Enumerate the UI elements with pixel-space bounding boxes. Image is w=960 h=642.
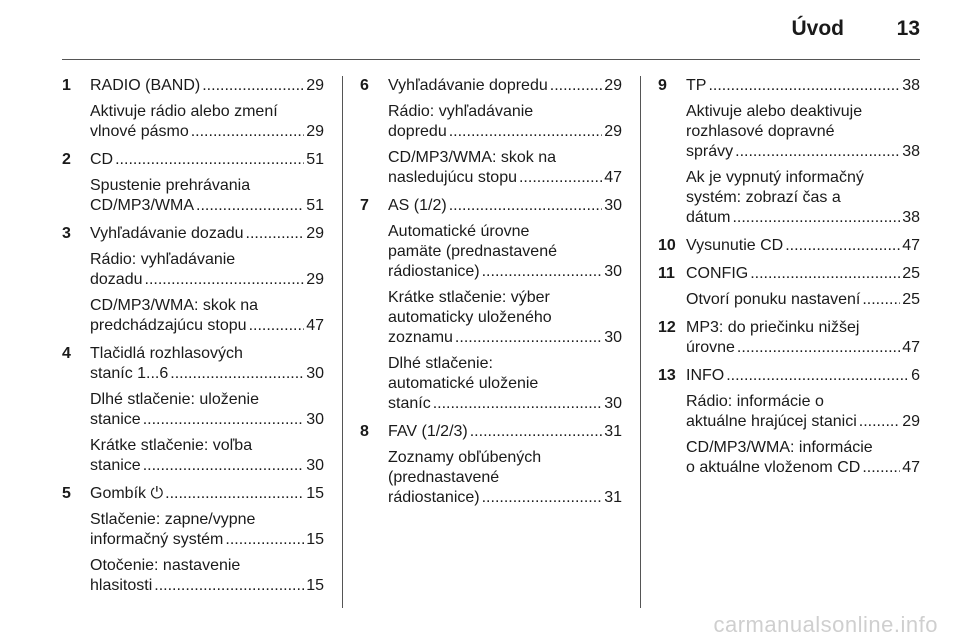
page-reference-link[interactable]: 29 xyxy=(604,77,622,94)
entry-text: AS (1/2) xyxy=(388,197,447,214)
leader-row xyxy=(686,208,920,228)
dot-leader xyxy=(455,328,602,348)
leader-row xyxy=(686,76,920,96)
page-reference-link[interactable]: 31 xyxy=(604,489,622,506)
dot-leader xyxy=(433,394,603,414)
entry-text: Aktivuje rádio alebo zmení xyxy=(90,103,278,120)
page-reference-link[interactable]: 30 xyxy=(604,395,622,412)
page-title: Úvod xyxy=(791,17,844,40)
entry-text: Spustenie prehrávania xyxy=(90,177,251,194)
leader-row xyxy=(686,142,920,162)
entry-text: RADIO (BAND) xyxy=(90,77,201,94)
entry-text: TP xyxy=(686,77,707,94)
index-entry xyxy=(62,150,324,216)
entry-text: staníc xyxy=(388,395,431,412)
page-reference-link[interactable]: 30 xyxy=(306,411,324,428)
entry-text: rozhlasové dopravné xyxy=(686,123,835,140)
dot-leader xyxy=(708,76,900,96)
entry-line xyxy=(90,390,324,430)
leader-row xyxy=(90,150,324,170)
leader-row xyxy=(90,270,324,290)
leader-row xyxy=(90,456,324,476)
page-reference-link[interactable]: 47 xyxy=(902,459,920,476)
leader-row xyxy=(388,168,622,188)
entry-line xyxy=(388,354,622,414)
watermark: carmanualsonline.info xyxy=(713,612,938,637)
entry-text: zoznamu xyxy=(388,329,453,346)
entry-line xyxy=(388,148,622,188)
leader-row xyxy=(90,364,324,384)
entry-text: správy xyxy=(686,143,734,160)
dot-leader xyxy=(449,122,602,142)
entry-text: Rádio: vyhľadávanie xyxy=(388,103,534,120)
index-entry xyxy=(360,76,622,188)
entry-line xyxy=(388,448,622,508)
leader-row xyxy=(90,576,324,596)
entry-text: Ak je vypnutý informačný xyxy=(686,169,864,186)
entry-number: 4 xyxy=(62,345,71,362)
dot-leader xyxy=(170,364,304,384)
entry-text: o aktuálne vloženom CD xyxy=(686,459,861,476)
leader-row xyxy=(388,122,622,142)
entry-text: nasledujúcu stopu xyxy=(388,169,517,186)
dot-leader xyxy=(519,168,602,188)
entry-line xyxy=(686,366,920,386)
page-reference-link[interactable]: 47 xyxy=(902,237,920,254)
entry-text: Otvorí ponuku nastavení xyxy=(686,291,861,308)
entry-text: rádiostanice) xyxy=(388,263,480,280)
leader-row xyxy=(388,328,622,348)
entry-text: INFO xyxy=(686,367,725,384)
entry-text: rádiostanice) xyxy=(388,489,480,506)
entry-text: Vysunutie CD xyxy=(686,237,784,254)
entry-text: Stlačenie: zapne/vypne xyxy=(90,511,256,528)
leader-row xyxy=(686,338,920,358)
page-reference-link[interactable]: 25 xyxy=(902,265,920,282)
page-header xyxy=(0,0,960,60)
page-reference-link[interactable]: 29 xyxy=(306,77,324,94)
entry-text: Tlačidlá rozhlasových xyxy=(90,345,243,362)
entry-text: vlnové pásmo xyxy=(90,123,189,140)
entry-text: dozadu xyxy=(90,271,143,288)
entry-number: 6 xyxy=(360,77,369,94)
dot-leader xyxy=(482,488,603,508)
entry-text: informačný systém xyxy=(90,531,224,548)
entry-text: dátum xyxy=(686,209,731,226)
page-number: 13 xyxy=(896,17,920,40)
leader-row xyxy=(388,76,622,96)
dot-leader xyxy=(862,458,900,478)
page-reference-link[interactable]: 15 xyxy=(306,531,324,548)
dot-leader xyxy=(785,236,900,256)
dot-leader xyxy=(470,422,602,442)
page-reference-link[interactable]: 29 xyxy=(306,123,324,140)
index-entry xyxy=(658,76,920,228)
entry-line xyxy=(388,76,622,96)
dot-leader xyxy=(859,412,900,432)
entry-line xyxy=(90,102,324,142)
entry-text: Vyhľadávanie dozadu xyxy=(90,225,244,242)
entry-text: Otočenie: nastavenie xyxy=(90,557,241,574)
leader-row xyxy=(686,236,920,256)
leader-row xyxy=(388,394,622,414)
entry-text: CD/MP3/WMA: skok na xyxy=(90,297,259,314)
page-reference-link[interactable]: 30 xyxy=(604,329,622,346)
entry-text: systém: zobrazí čas a xyxy=(686,189,841,206)
entry-text: Gombík ⏻ xyxy=(90,485,164,502)
page-reference-link[interactable]: 47 xyxy=(902,339,920,356)
entry-text: hlasitosti xyxy=(90,577,153,594)
leader-row xyxy=(90,196,324,216)
entry-text: pamäte (prednastavené xyxy=(388,243,557,260)
page-reference-link[interactable]: 29 xyxy=(604,123,622,140)
dot-leader xyxy=(145,270,305,290)
entry-text: automaticky uloženého xyxy=(388,309,552,326)
header-divider xyxy=(62,59,920,60)
dot-leader xyxy=(862,290,900,310)
entry-text: MP3: do priečinku nižšej xyxy=(686,319,860,336)
entry-line xyxy=(90,436,324,476)
entry-text: Zoznamy obľúbených xyxy=(388,449,542,466)
entry-text: Krátke stlačenie: voľba xyxy=(90,437,253,454)
page-reference-link[interactable]: 15 xyxy=(306,485,324,502)
entry-text: Dlhé stlačenie: uloženie xyxy=(90,391,259,408)
entry-text: Rádio: vyhľadávanie xyxy=(90,251,236,268)
entry-line xyxy=(90,344,324,384)
leader-row xyxy=(686,290,920,310)
entry-text: FAV (1/2/3) xyxy=(388,423,468,440)
dot-leader xyxy=(143,410,305,430)
entry-line xyxy=(686,168,920,228)
entry-line xyxy=(686,318,920,358)
dot-leader xyxy=(750,264,900,284)
entry-line xyxy=(686,290,920,310)
entry-line xyxy=(90,224,324,244)
index-column-1 xyxy=(62,76,324,604)
entry-text: úrovne xyxy=(686,339,735,356)
index-entry xyxy=(658,236,920,256)
entry-text: staníc 1...6 xyxy=(90,365,169,382)
entry-number: 13 xyxy=(658,367,676,384)
page-reference-link[interactable]: 51 xyxy=(306,151,324,168)
dot-leader xyxy=(249,316,305,336)
entry-line xyxy=(90,76,324,96)
entry-line xyxy=(90,556,324,596)
dot-leader xyxy=(550,76,602,96)
dot-leader xyxy=(202,76,304,96)
leader-row xyxy=(686,264,920,284)
entry-text: CD/MP3/WMA: skok na xyxy=(388,149,557,166)
leader-row xyxy=(90,316,324,336)
entry-number: 9 xyxy=(658,77,667,94)
index-entry xyxy=(658,366,920,478)
entry-text: CONFIG xyxy=(686,265,749,282)
page-reference-link[interactable]: 25 xyxy=(902,291,920,308)
dot-leader xyxy=(726,366,909,386)
entry-line xyxy=(90,484,324,504)
page-reference-link[interactable]: 38 xyxy=(902,77,920,94)
entry-line xyxy=(686,392,920,432)
entry-number: 8 xyxy=(360,423,369,440)
dot-leader xyxy=(225,530,304,550)
index-entry xyxy=(62,224,324,336)
entry-text: (prednastavené xyxy=(388,469,500,486)
leader-row xyxy=(90,122,324,142)
index-column-2 xyxy=(360,76,622,516)
entry-text: Vyhľadávanie dopredu xyxy=(388,77,548,94)
entry-line xyxy=(686,76,920,96)
page-reference-link[interactable]: 29 xyxy=(306,225,324,242)
dot-leader xyxy=(196,196,304,216)
entry-line xyxy=(388,422,622,442)
page-reference-link[interactable]: 15 xyxy=(306,577,324,594)
index-entry xyxy=(62,76,324,142)
column-divider xyxy=(342,76,343,608)
index-entry xyxy=(360,196,622,414)
page-reference-link[interactable]: 30 xyxy=(306,365,324,382)
page-reference-link[interactable]: 29 xyxy=(902,413,920,430)
entry-text: Aktivuje alebo deaktivuje xyxy=(686,103,863,120)
entry-line xyxy=(90,176,324,216)
entry-text: Rádio: informácie o xyxy=(686,393,824,410)
entry-text: aktuálne hrajúcej stanici xyxy=(686,413,857,430)
entry-text: CD xyxy=(90,151,114,168)
entry-line xyxy=(90,296,324,336)
entry-line xyxy=(388,222,622,282)
index-column-3 xyxy=(658,76,920,486)
entry-number: 12 xyxy=(658,319,676,336)
leader-row xyxy=(388,422,622,442)
dot-leader xyxy=(154,576,304,596)
leader-row xyxy=(686,366,920,386)
page-reference-link[interactable]: 6 xyxy=(911,367,920,384)
entry-text: Krátke stlačenie: výber xyxy=(388,289,550,306)
page-reference-link[interactable]: 51 xyxy=(306,197,324,214)
leader-row xyxy=(388,488,622,508)
dot-leader xyxy=(735,142,900,162)
leader-row xyxy=(90,484,324,504)
entry-text: dopredu xyxy=(388,123,447,140)
entry-number: 1 xyxy=(62,77,71,94)
entry-line xyxy=(90,150,324,170)
entry-text: stanice xyxy=(90,411,141,428)
leader-row xyxy=(388,196,622,216)
leader-row xyxy=(90,224,324,244)
entry-text: CD/MP3/WMA: informácie xyxy=(686,439,873,456)
page-reference-link[interactable]: 29 xyxy=(306,271,324,288)
entry-line xyxy=(90,250,324,290)
column-divider xyxy=(640,76,641,608)
entry-text: Automatické úrovne xyxy=(388,223,530,240)
entry-text: Dlhé stlačenie: xyxy=(388,355,493,372)
leader-row xyxy=(90,76,324,96)
page-reference-link[interactable]: 47 xyxy=(306,317,324,334)
page-reference-link[interactable]: 30 xyxy=(604,197,622,214)
index-entry xyxy=(62,344,324,476)
leader-row xyxy=(388,262,622,282)
dot-leader xyxy=(732,208,900,228)
entry-line xyxy=(686,102,920,162)
page-reference-link[interactable]: 38 xyxy=(902,143,920,160)
index-entry xyxy=(658,318,920,358)
index-entry xyxy=(360,422,622,508)
dot-leader xyxy=(191,122,304,142)
entry-line xyxy=(686,438,920,478)
entry-number: 7 xyxy=(360,197,369,214)
dot-leader xyxy=(143,456,305,476)
dot-leader xyxy=(115,150,304,170)
entry-text: predchádzajúcu stopu xyxy=(90,317,247,334)
leader-row xyxy=(686,412,920,432)
page-reference-link[interactable]: 30 xyxy=(604,263,622,280)
leader-row xyxy=(686,458,920,478)
entry-number: 3 xyxy=(62,225,71,242)
entry-line xyxy=(388,102,622,142)
index-entry xyxy=(658,264,920,310)
dot-leader xyxy=(449,196,603,216)
dot-leader xyxy=(737,338,900,358)
entry-number: 2 xyxy=(62,151,71,168)
page-reference-link[interactable]: 38 xyxy=(902,209,920,226)
leader-row xyxy=(90,410,324,430)
entry-line xyxy=(388,196,622,216)
entry-text: stanice xyxy=(90,457,141,474)
dot-leader xyxy=(165,484,304,504)
entry-text: automatické uloženie xyxy=(388,375,539,392)
page-reference-link[interactable]: 30 xyxy=(306,457,324,474)
entry-line xyxy=(90,510,324,550)
entry-line xyxy=(686,264,920,284)
index-entry xyxy=(62,484,324,596)
entry-number: 11 xyxy=(658,265,675,282)
dot-leader xyxy=(246,224,305,244)
entry-line xyxy=(686,236,920,256)
entry-number: 5 xyxy=(62,485,71,502)
entry-number: 10 xyxy=(658,237,676,254)
page-reference-link[interactable]: 31 xyxy=(604,423,622,440)
entry-line xyxy=(388,288,622,348)
dot-leader xyxy=(482,262,603,282)
leader-row xyxy=(90,530,324,550)
page-reference-link[interactable]: 47 xyxy=(604,169,622,186)
entry-text: CD/MP3/WMA xyxy=(90,197,194,214)
